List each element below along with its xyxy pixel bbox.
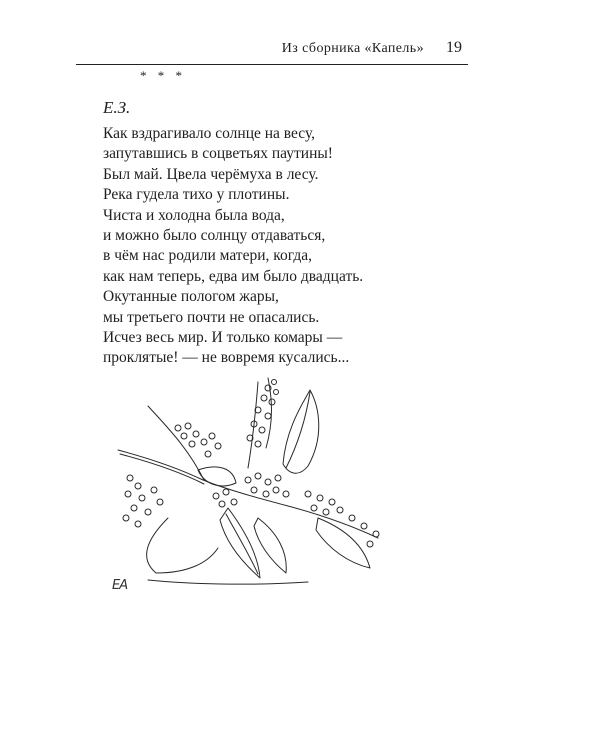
page-number: 19	[446, 39, 462, 56]
poem-line: проклятые! — не вовремя кусались...	[103, 349, 350, 367]
leaf	[254, 518, 286, 573]
artist-signature: ЕА	[112, 578, 128, 593]
leaf	[316, 518, 370, 568]
poem-line: Был май. Цвела черёмуха в лесу.	[103, 165, 319, 183]
poem-line: Как вздрагивало солнце на весу,	[103, 125, 316, 142]
ground-line	[148, 580, 308, 584]
leaf	[220, 508, 260, 578]
blossom-cluster	[245, 473, 289, 497]
poem-line: как нам теперь, едва им было двадцать.	[103, 267, 364, 285]
poem-author: Е.З.	[103, 98, 131, 117]
blossom-cluster	[247, 380, 279, 448]
poem-line: Чиста и холодна была вода,	[103, 206, 285, 224]
leaf	[147, 518, 218, 573]
leaf	[198, 467, 236, 486]
poem-text	[103, 124, 363, 369]
branch-line	[118, 450, 378, 538]
blossom-cluster	[305, 491, 379, 547]
blossom-cluster	[123, 475, 163, 527]
page-header	[76, 36, 468, 65]
poem-line: Окутанные пологом жары,	[103, 288, 279, 306]
poem-line: в чём нас родили матери, когда,	[103, 247, 312, 265]
poem-line: Река гудела тихо у плотины.	[103, 186, 290, 204]
poem-separator: * * *	[140, 68, 186, 83]
blossom-cluster	[175, 423, 221, 457]
poem-line: и можно было солнцу отдаваться,	[103, 227, 326, 245]
poem-line: запутавшись в соцветьях паутины!	[103, 145, 333, 163]
bird-cherry-sketch	[108, 368, 398, 608]
poem-line: мы третьего почти не опасались.	[103, 308, 320, 326]
running-head-title: Из сборника «Капель»	[281, 41, 424, 56]
poem-line: Исчез весь мир. И только комары —	[103, 329, 343, 347]
leaf-vein	[286, 392, 310, 468]
blossom-cluster	[213, 489, 237, 507]
